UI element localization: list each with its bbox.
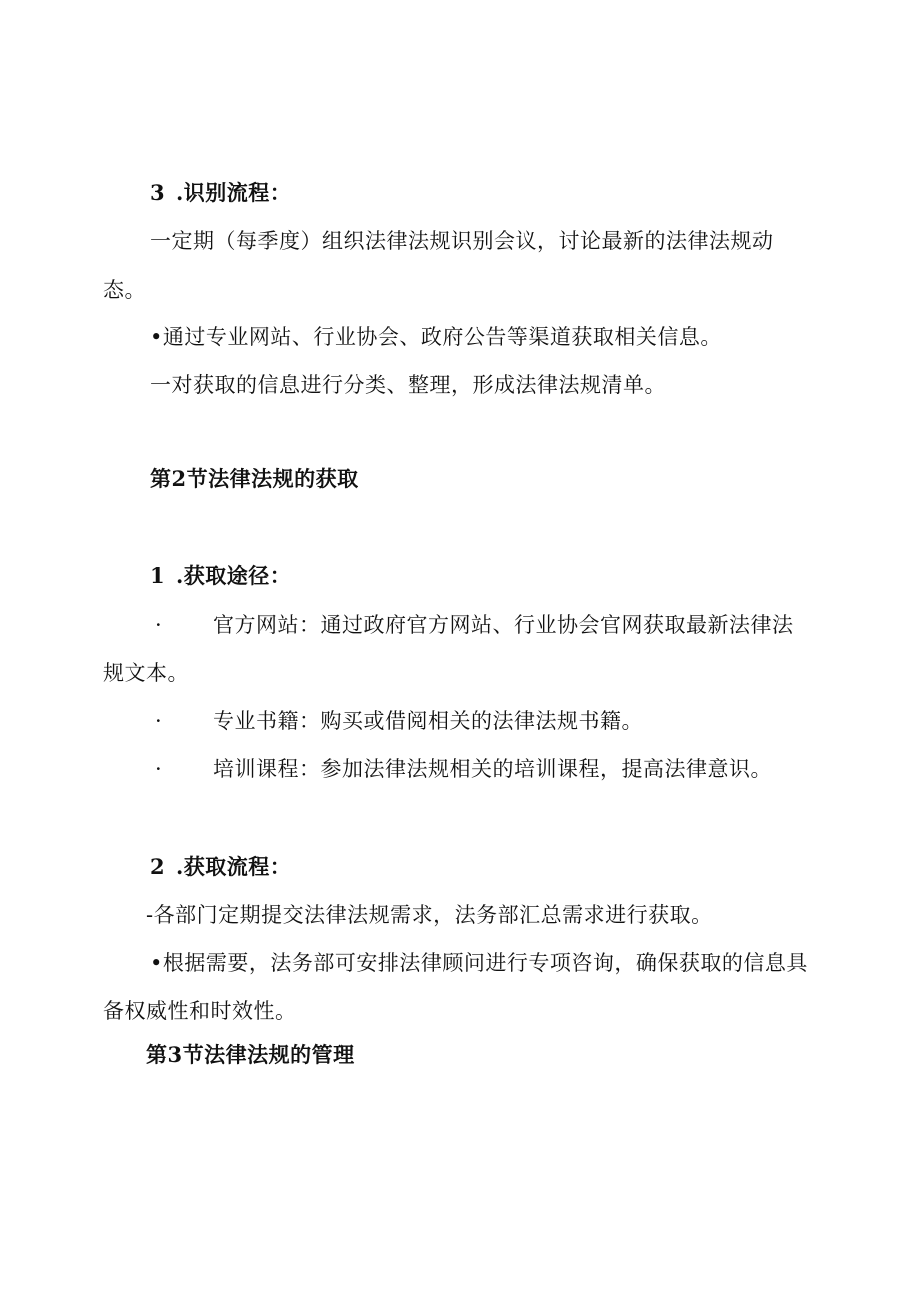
paragraph-line: •通过专业网站、行业协会、政府公告等渠道获取相关信息。 [150,325,722,349]
list-item: 培训课程：参加法律法规相关的培训课程，提高法律意识。 [213,757,772,781]
bullet-dot: · [155,757,162,781]
heading-text: .获取流程： [176,854,292,879]
bullet-dot: · [155,709,162,733]
paragraph-line: 态。 [103,278,146,302]
paragraph-line: •根据需要，法务部可安排法律顾问进行专项咨询，确保获取的信息具 [150,951,808,975]
section-heading-identification-process [150,179,291,207]
section-title-management: 第3节法律法规的管理 [146,1042,355,1067]
paragraph-line: 备权威性和时效性。 [103,999,297,1023]
heading-number: 3 [150,180,166,205]
heading-text: .获取途径： [176,563,292,588]
list-item: 专业书籍：购买或借阅相关的法律法规书籍。 [213,709,643,733]
paragraph-line: 一对获取的信息进行分类、整理，形成法律法规清单。 [150,373,666,397]
subsection-heading-acquisition-channels [150,562,291,590]
heading-number: 1 [150,563,166,588]
list-item: 官方网站：通过政府官方网站、行业协会官网获取最新法律法 [213,613,794,637]
section-title-acquisition: 第2节法律法规的获取 [150,466,359,491]
paragraph-line: -各部门定期提交法律法规需求，法务部汇总需求进行获取。 [146,903,713,927]
paragraph-line: 一定期（每季度）组织法律法规识别会议，讨论最新的法律法规动 [150,229,774,253]
list-item-continuation: 规文本。 [103,661,189,685]
subsection-heading-acquisition-process [150,853,291,881]
heading-number: 2 [150,854,166,879]
bullet-dot: · [155,613,162,637]
heading-text: .识别流程： [176,180,292,205]
